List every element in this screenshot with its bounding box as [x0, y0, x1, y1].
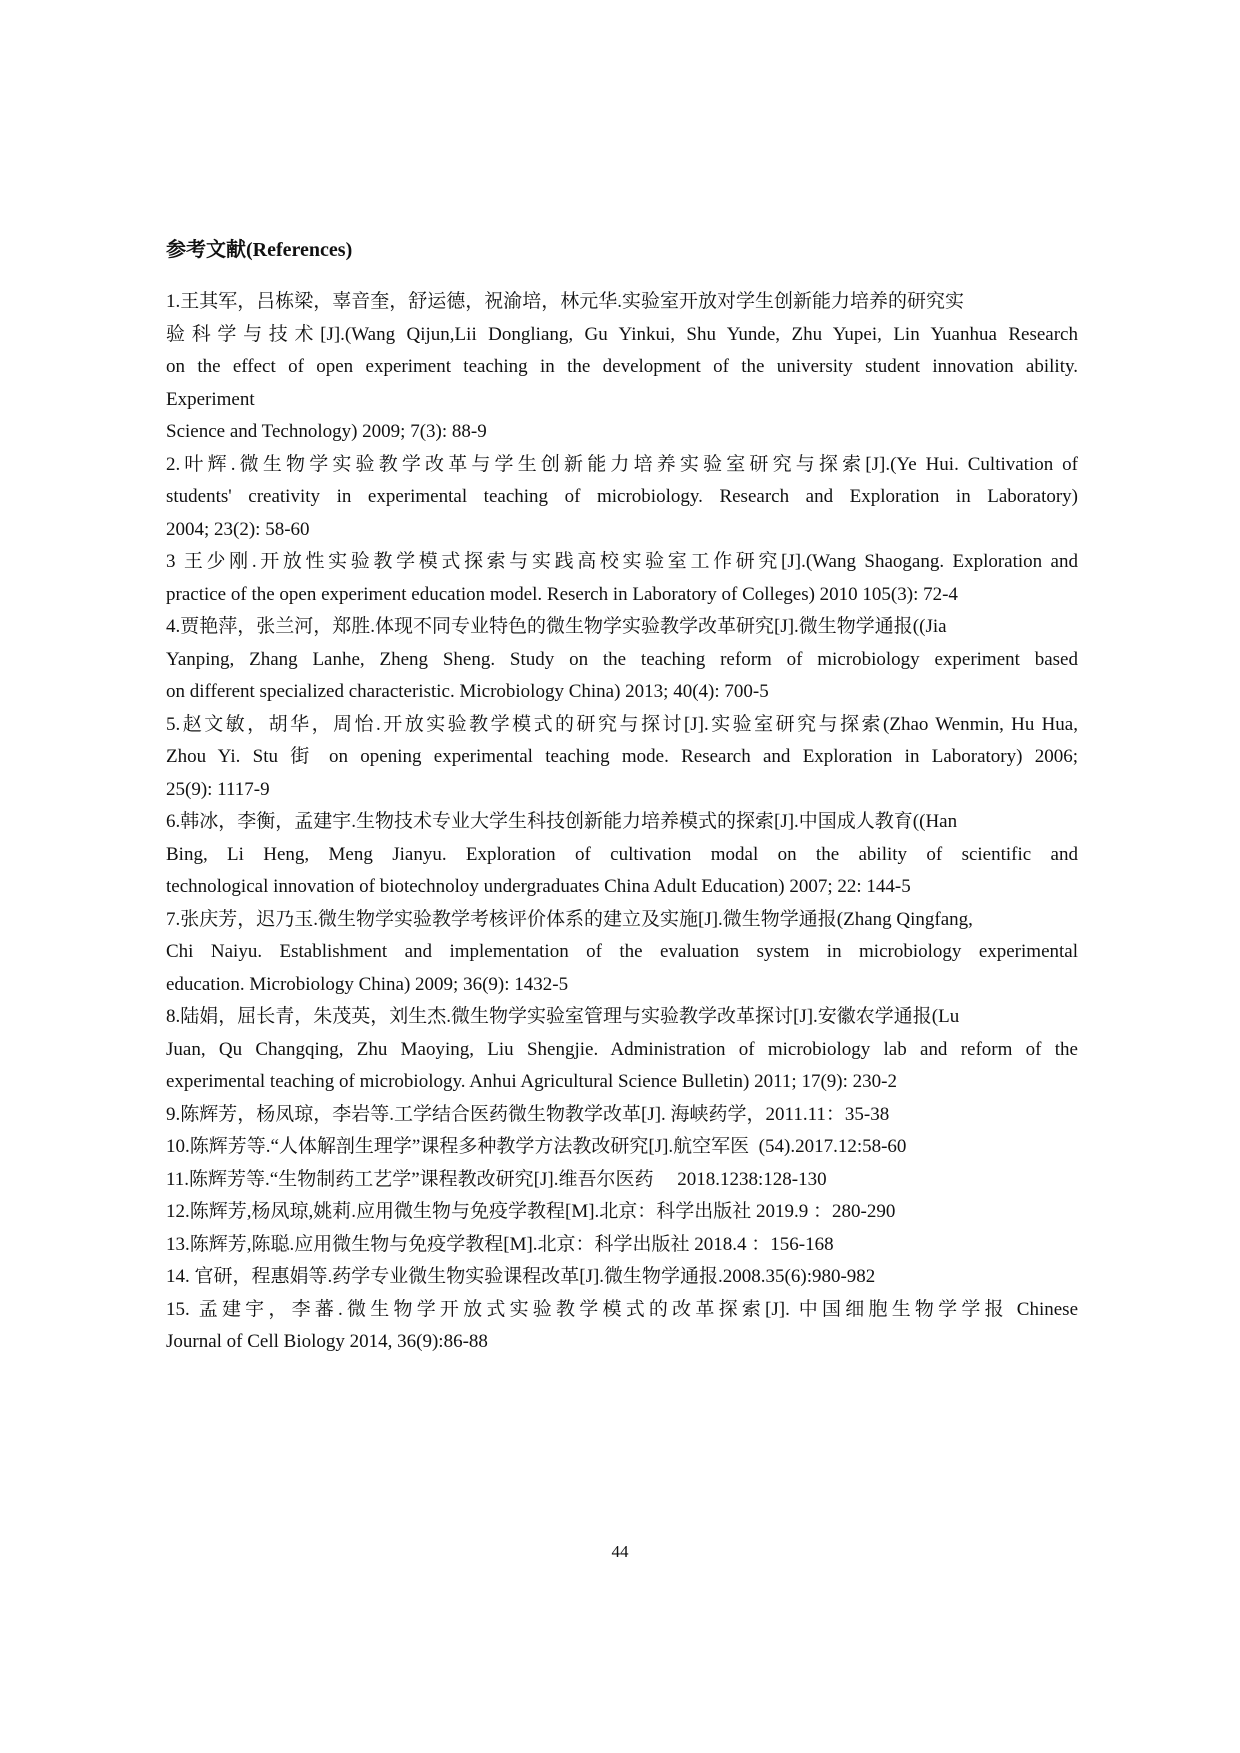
reference-entry [166, 1099, 1078, 1132]
reference-entry [166, 449, 1078, 547]
reference-line: 5.赵文敏，胡华，周怡.开放实验教学模式的研究与探讨[J].实验室研究与探索(Zhao Wenmin, Hu Hua, [166, 713, 1078, 735]
reference-line: experimental teaching of microbiology. Anhui Agricultural Science Bulletin) 2011; 17(9): 230-2 [166, 1071, 897, 1092]
reference-line: 15. 孟建宇，李蕃.微生物学开放式实验教学模式的改革探索[J]. 中国细胞生物学学报 Chinese [166, 1298, 1078, 1320]
reference-line: 6.韩冰，李衡，孟建宇.生物技术专业大学生科技创新能力培养模式的探索[J].中国成人教育((Han [166, 811, 958, 832]
reference-line: Science and Technology) 2009; 7(3): 88-9 [166, 421, 487, 442]
reference-entry [166, 1131, 1078, 1164]
reference-line: Yanping, Zhang Lanhe, Zheng Sheng. Study on the teaching reform of microbiology experiment based [166, 648, 1078, 670]
reference-entry [166, 806, 1078, 904]
reference-line: Juan, Qu Changqing, Zhu Maoying, Liu Shengjie. Administration of microbiology lab and reform of the [166, 1038, 1078, 1060]
reference-entry [166, 1294, 1078, 1359]
reference-line: on the effect of open experiment teaching in the development of the university student innovation ability. [166, 356, 1078, 377]
reference-line: 3 王少刚.开放性实验教学模式探索与实践高校实验室工作研究[J].(Wang Shaogang. Exploration and [166, 551, 1078, 572]
reference-entry [166, 1196, 1078, 1229]
page-number: 44 [611, 1542, 629, 1561]
reference-line: 10.陈辉芳等.“人体解剖生理学”课程多种教学方法教改研究[J].航空军医 (54).2017.12:58-60 [166, 1136, 907, 1157]
reference-line: Experiment [166, 388, 255, 410]
reference-line: Zhou Yi. Stu 街 on opening experimental teaching mode. Research and Exploration in Laboratory) 2006; [166, 746, 1078, 767]
reference-entry [166, 286, 1078, 449]
reference-entry [166, 1229, 1078, 1262]
reference-entry [166, 611, 1078, 709]
reference-line: 2004; 23(2): 58-60 [166, 518, 310, 540]
reference-line: education. Microbiology China) 2009; 36(9): 1432-5 [166, 973, 569, 995]
reference-entry [166, 709, 1078, 807]
references-heading: 参考文献(References) [166, 239, 353, 261]
reference-line: 4.贾艳萍，张兰河，郑胜.体现不同专业特色的微生物学实验教学改革研究[J].微生物学通报((Jia [166, 616, 947, 637]
reference-line: 9.陈辉芳，杨凤琼，李岩等.工学结合医药微生物教学改革[J]. 海峡药学，2011.11：35-38 [166, 1103, 890, 1125]
reference-line: 2.叶辉.微生物学实验教学改革与学生创新能力培养实验室研究与探索[J].(Ye Hui. Cultivation of [166, 453, 1078, 475]
reference-line: 1.王其军，吕栋梁，辜音奎，舒运德，祝渝培，林元华.实验室开放对学生创新能力培养的研究实 [166, 291, 965, 312]
reference-line: practice of the open experiment education model. Reserch in Laboratory of Colleges) 2010 105(3): 72-4 [166, 583, 958, 605]
reference-entry [166, 546, 1078, 611]
reference-list [166, 286, 1078, 1359]
reference-line: on different specialized characteristic. Microbiology China) 2013; 40(4): 700-5 [166, 681, 769, 702]
reference-line: 25(9): 1117-9 [166, 778, 270, 800]
reference-line: 验科学与技术[J].(Wang Qijun,Lii Dongliang, Gu Yinkui, Shu Yunde, Zhu Yupei, Lin Yuanhua Research [166, 323, 1078, 345]
reference-line: technological innovation of biotechnoloy undergraduates China Adult Education) 2007; 22: 144-5 [166, 876, 911, 897]
references-section [166, 236, 1078, 1359]
reference-line: 14. 官研，程惠娟等.药学专业微生物实验课程改革[J].微生物学通报.2008.35(6):980-982 [166, 1266, 876, 1287]
reference-line: 11.陈辉芳等.“生物制药工艺学”课程教改研究[J].维吾尔医药 2018.1238:128-130 [166, 1168, 827, 1190]
reference-line: 7.张庆芳，迟乃玉.微生物学实验教学考核评价体系的建立及实施[J].微生物学通报(Zhang Qingfang, [166, 908, 973, 930]
reference-line: Journal of Cell Biology 2014, 36(9):86-88 [166, 1331, 488, 1352]
reference-line: 12.陈辉芳,杨凤琼,姚莉.应用微生物与免疫学教程[M].北京：科学出版社 2019.9 ：280-290 [166, 1201, 896, 1222]
reference-entry [166, 1164, 1078, 1197]
reference-line: students' creativity in experimental teaching of microbiology. Research and Exploration in Laboratory) [166, 486, 1078, 507]
reference-entry [166, 1261, 1078, 1294]
reference-entry [166, 904, 1078, 1002]
reference-line: Bing, Li Heng, Meng Jianyu. Exploration of cultivation modal on the ability of scientific and [166, 843, 1078, 865]
reference-line: Chi Naiyu. Establishment and implementation of the evaluation system in microbiology experimental [166, 941, 1078, 962]
reference-line: 8.陆娟，屈长青，朱茂英，刘生杰.微生物学实验室管理与实验教学改革探讨[J].安徽农学通报(Lu [166, 1006, 960, 1027]
reference-entry [166, 1001, 1078, 1099]
reference-line: 13.陈辉芳,陈聪.应用微生物与免疫学教程[M].北京：科学出版社 2018.4 ：156-168 [166, 1233, 834, 1255]
